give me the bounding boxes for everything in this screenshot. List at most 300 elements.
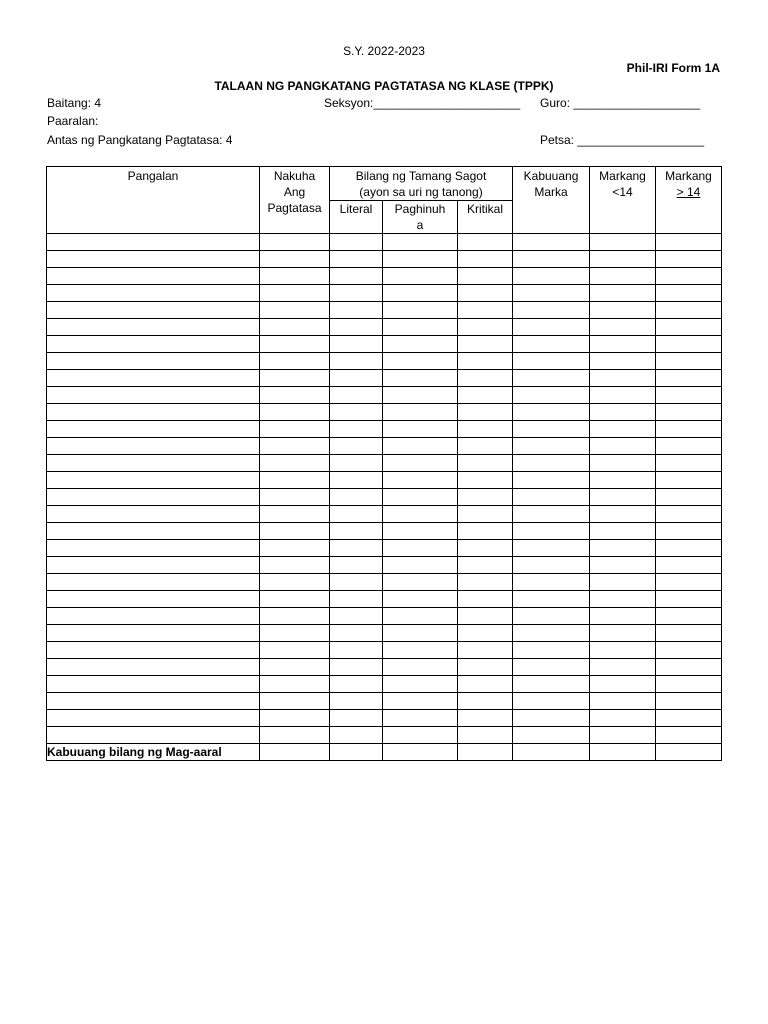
- table-cell[interactable]: [513, 268, 590, 285]
- table-cell[interactable]: [260, 251, 330, 268]
- table-cell[interactable]: [513, 472, 590, 489]
- table-cell[interactable]: [47, 472, 260, 489]
- table-cell[interactable]: [513, 234, 590, 251]
- table-cell[interactable]: [260, 642, 330, 659]
- table-cell[interactable]: [513, 608, 590, 625]
- table-cell[interactable]: [260, 353, 330, 370]
- table-cell[interactable]: [260, 234, 330, 251]
- table-cell[interactable]: [513, 489, 590, 506]
- table-cell[interactable]: [458, 234, 513, 251]
- table-row: [47, 370, 722, 387]
- subcol-header-paghinuha: [383, 201, 458, 234]
- table-cell[interactable]: [260, 557, 330, 574]
- table-row: [47, 540, 722, 557]
- table-cell[interactable]: [458, 353, 513, 370]
- table-cell[interactable]: [330, 642, 383, 659]
- table-row: [47, 710, 722, 727]
- table-cell[interactable]: [47, 353, 260, 370]
- col-header-nakuha-line: Pagtatasa: [267, 201, 322, 215]
- table-cell[interactable]: [656, 455, 722, 472]
- table-cell[interactable]: [383, 489, 458, 506]
- table-cell[interactable]: [383, 234, 458, 251]
- table-cell[interactable]: [330, 234, 383, 251]
- table-cell[interactable]: [590, 676, 656, 693]
- table-cell[interactable]: [260, 319, 330, 336]
- table-cell[interactable]: [260, 744, 330, 761]
- table-cell[interactable]: [656, 387, 722, 404]
- table-cell[interactable]: [47, 387, 260, 404]
- table-cell[interactable]: [513, 574, 590, 591]
- table-cell[interactable]: [330, 506, 383, 523]
- table-cell[interactable]: [260, 625, 330, 642]
- table-cell[interactable]: [47, 455, 260, 472]
- page-title: TALAAN NG PANGKATANG PAGTATASA NG KLASE (TPPK): [214, 79, 554, 93]
- table-cell[interactable]: [47, 404, 260, 421]
- table-cell[interactable]: [260, 455, 330, 472]
- table-cell[interactable]: [330, 251, 383, 268]
- table-cell[interactable]: [383, 608, 458, 625]
- table-cell[interactable]: [383, 625, 458, 642]
- table-cell[interactable]: [513, 302, 590, 319]
- table-cell[interactable]: [383, 319, 458, 336]
- subcol-header-kritikal: Kritikal: [458, 201, 513, 234]
- table-cell[interactable]: [656, 421, 722, 438]
- table-cell[interactable]: [656, 659, 722, 676]
- table-cell[interactable]: [47, 319, 260, 336]
- table-cell[interactable]: [330, 744, 383, 761]
- total-row: [47, 744, 722, 761]
- table-row: [47, 472, 722, 489]
- table-cell[interactable]: [458, 370, 513, 387]
- table-cell[interactable]: [513, 421, 590, 438]
- col-header-kabuuang-line: Kabuuang: [523, 169, 579, 183]
- table-cell[interactable]: [47, 234, 260, 251]
- table-cell[interactable]: [513, 404, 590, 421]
- table-cell[interactable]: [330, 574, 383, 591]
- table-row: [47, 557, 722, 574]
- table-cell[interactable]: [47, 642, 260, 659]
- table-cell[interactable]: [383, 404, 458, 421]
- table-cell[interactable]: [590, 523, 656, 540]
- table-cell[interactable]: [47, 268, 260, 285]
- table-cell[interactable]: [590, 302, 656, 319]
- table-cell[interactable]: [513, 676, 590, 693]
- table-cell[interactable]: [330, 591, 383, 608]
- table-cell[interactable]: [458, 676, 513, 693]
- table-cell[interactable]: [656, 285, 722, 302]
- table-cell[interactable]: [383, 438, 458, 455]
- table-row: [47, 438, 722, 455]
- col-header-bilang: [330, 167, 513, 201]
- table-cell[interactable]: [458, 710, 513, 727]
- table-cell[interactable]: [260, 574, 330, 591]
- table-cell[interactable]: [458, 693, 513, 710]
- table-cell[interactable]: [260, 438, 330, 455]
- table-cell[interactable]: [47, 608, 260, 625]
- table-cell[interactable]: [458, 336, 513, 353]
- table-cell[interactable]: [590, 472, 656, 489]
- table-cell[interactable]: [513, 693, 590, 710]
- table-cell[interactable]: [590, 336, 656, 353]
- table-cell[interactable]: [656, 302, 722, 319]
- table-cell[interactable]: [590, 608, 656, 625]
- table-cell[interactable]: [383, 387, 458, 404]
- table-cell[interactable]: [383, 251, 458, 268]
- table-cell[interactable]: [330, 693, 383, 710]
- table-cell[interactable]: [590, 659, 656, 676]
- table-cell[interactable]: [590, 540, 656, 557]
- table-cell[interactable]: [513, 336, 590, 353]
- table-cell[interactable]: [458, 591, 513, 608]
- table-cell[interactable]: [383, 676, 458, 693]
- table-body: [47, 234, 722, 761]
- table-cell[interactable]: [656, 353, 722, 370]
- table-cell[interactable]: [330, 336, 383, 353]
- table-cell[interactable]: [330, 727, 383, 744]
- table-cell[interactable]: [47, 336, 260, 353]
- table-row: [47, 421, 722, 438]
- table-cell[interactable]: [590, 489, 656, 506]
- table-cell[interactable]: [47, 251, 260, 268]
- table-cell[interactable]: [47, 285, 260, 302]
- table-cell[interactable]: [458, 489, 513, 506]
- table-cell[interactable]: [330, 455, 383, 472]
- table-cell[interactable]: [656, 625, 722, 642]
- table-cell[interactable]: [458, 302, 513, 319]
- table-cell[interactable]: [590, 744, 656, 761]
- table-cell[interactable]: [513, 591, 590, 608]
- table-cell[interactable]: [590, 387, 656, 404]
- table-cell[interactable]: [590, 285, 656, 302]
- table-cell[interactable]: [513, 319, 590, 336]
- subcol-header-paghinuha-line: Paghinuh: [394, 202, 446, 216]
- table-cell[interactable]: [513, 540, 590, 557]
- table-cell[interactable]: [330, 353, 383, 370]
- table-cell[interactable]: [47, 591, 260, 608]
- table-cell[interactable]: [47, 506, 260, 523]
- table-cell[interactable]: [513, 557, 590, 574]
- table-cell[interactable]: [260, 404, 330, 421]
- table-cell[interactable]: [590, 438, 656, 455]
- table-cell[interactable]: [513, 625, 590, 642]
- table-cell[interactable]: [513, 438, 590, 455]
- table-row: [47, 319, 722, 336]
- table-cell[interactable]: [590, 591, 656, 608]
- table-cell[interactable]: [47, 625, 260, 642]
- table-cell[interactable]: [383, 727, 458, 744]
- table-cell[interactable]: [260, 540, 330, 557]
- table-cell[interactable]: [656, 370, 722, 387]
- table-cell[interactable]: [656, 489, 722, 506]
- table-row: [47, 625, 722, 642]
- table-cell[interactable]: [656, 693, 722, 710]
- table-cell[interactable]: [656, 251, 722, 268]
- table-cell[interactable]: [458, 251, 513, 268]
- col-header-kabuuang: [513, 167, 590, 234]
- table-cell[interactable]: [260, 472, 330, 489]
- table-cell[interactable]: [330, 523, 383, 540]
- table-cell[interactable]: [260, 591, 330, 608]
- table-cell[interactable]: [47, 557, 260, 574]
- table-cell[interactable]: [513, 710, 590, 727]
- table-cell[interactable]: [260, 608, 330, 625]
- table-cell[interactable]: [383, 353, 458, 370]
- table-cell[interactable]: [383, 285, 458, 302]
- table-cell[interactable]: [330, 438, 383, 455]
- table-cell[interactable]: [260, 421, 330, 438]
- table-cell[interactable]: [458, 608, 513, 625]
- table-cell[interactable]: [47, 370, 260, 387]
- total-label: Kabuuang bilang ng Mag-aaral: [47, 744, 260, 761]
- table-cell[interactable]: [47, 438, 260, 455]
- table-cell[interactable]: [383, 302, 458, 319]
- table-cell[interactable]: [383, 268, 458, 285]
- table-cell[interactable]: [383, 540, 458, 557]
- table-cell[interactable]: [47, 727, 260, 744]
- col-header-bilang-line: Bilang ng Tamang Sagot: [355, 169, 487, 183]
- table-cell[interactable]: [47, 302, 260, 319]
- col-header-markang-ge-line: Markang: [665, 169, 712, 183]
- table-cell[interactable]: [47, 421, 260, 438]
- table-row: [47, 336, 722, 353]
- table-cell[interactable]: [513, 506, 590, 523]
- table-cell[interactable]: [458, 625, 513, 642]
- table-cell[interactable]: [458, 455, 513, 472]
- table-cell[interactable]: [656, 591, 722, 608]
- table-row: [47, 251, 722, 268]
- table-cell[interactable]: [458, 387, 513, 404]
- table-cell[interactable]: [260, 676, 330, 693]
- table-cell[interactable]: [383, 642, 458, 659]
- table-cell[interactable]: [383, 523, 458, 540]
- subcol-header-literal: Literal: [330, 201, 383, 234]
- table-cell[interactable]: [656, 438, 722, 455]
- table-cell[interactable]: [590, 353, 656, 370]
- table-cell[interactable]: [47, 523, 260, 540]
- table-cell[interactable]: [458, 574, 513, 591]
- table-cell[interactable]: [590, 557, 656, 574]
- table-cell[interactable]: [656, 676, 722, 693]
- table-cell[interactable]: [590, 642, 656, 659]
- school-year: S.Y. 2022-2023: [343, 44, 425, 58]
- table-cell[interactable]: [513, 727, 590, 744]
- table-cell[interactable]: [47, 540, 260, 557]
- table-cell[interactable]: [383, 506, 458, 523]
- table-cell[interactable]: [383, 659, 458, 676]
- table-cell[interactable]: [47, 659, 260, 676]
- table-cell[interactable]: [513, 285, 590, 302]
- table-cell[interactable]: [260, 302, 330, 319]
- table-cell[interactable]: [513, 387, 590, 404]
- table-cell[interactable]: [383, 710, 458, 727]
- table-cell[interactable]: [260, 727, 330, 744]
- table-cell[interactable]: [383, 421, 458, 438]
- table-cell[interactable]: [330, 557, 383, 574]
- table-cell[interactable]: [458, 472, 513, 489]
- table-cell[interactable]: [383, 472, 458, 489]
- table-row: [47, 285, 722, 302]
- table-cell[interactable]: [513, 659, 590, 676]
- table-cell[interactable]: [458, 319, 513, 336]
- table-cell[interactable]: [260, 268, 330, 285]
- seksyon-field: Seksyon:______________________: [324, 96, 521, 110]
- table-row: [47, 659, 722, 676]
- table-row: [47, 302, 722, 319]
- table-cell[interactable]: [656, 336, 722, 353]
- table-row: [47, 234, 722, 251]
- table-cell[interactable]: [513, 523, 590, 540]
- table-cell[interactable]: [656, 268, 722, 285]
- table-cell[interactable]: [260, 285, 330, 302]
- table-cell[interactable]: [47, 676, 260, 693]
- table-cell[interactable]: [513, 370, 590, 387]
- table-cell[interactable]: [656, 574, 722, 591]
- table-cell[interactable]: [260, 693, 330, 710]
- paaralan-field: Paaralan:: [47, 114, 99, 128]
- form-id: Phil-IRI Form 1A: [626, 61, 720, 75]
- table-cell[interactable]: [330, 608, 383, 625]
- table-cell[interactable]: [458, 268, 513, 285]
- table-cell[interactable]: [656, 642, 722, 659]
- table-cell[interactable]: [590, 574, 656, 591]
- table-cell[interactable]: [330, 319, 383, 336]
- table-cell[interactable]: [383, 574, 458, 591]
- table-cell[interactable]: [47, 489, 260, 506]
- col-header-kabuuang-line: Marka: [534, 185, 568, 199]
- table-cell[interactable]: [383, 693, 458, 710]
- table-cell[interactable]: [590, 727, 656, 744]
- table-row: [47, 353, 722, 370]
- table-cell[interactable]: [330, 370, 383, 387]
- table-cell[interactable]: [513, 251, 590, 268]
- table-row: [47, 523, 722, 540]
- table-cell[interactable]: [260, 336, 330, 353]
- table-cell[interactable]: [383, 370, 458, 387]
- table-cell[interactable]: [383, 455, 458, 472]
- table-row: [47, 608, 722, 625]
- table-cell[interactable]: [47, 574, 260, 591]
- table-cell[interactable]: [383, 336, 458, 353]
- table-cell[interactable]: [590, 251, 656, 268]
- table-cell[interactable]: [656, 727, 722, 744]
- table-cell[interactable]: [458, 285, 513, 302]
- table-cell[interactable]: [590, 319, 656, 336]
- table-cell[interactable]: [260, 710, 330, 727]
- table-cell[interactable]: [458, 523, 513, 540]
- table-cell[interactable]: [590, 506, 656, 523]
- table-row: [47, 268, 722, 285]
- table-cell[interactable]: [590, 234, 656, 251]
- table-cell[interactable]: [656, 404, 722, 421]
- table-cell[interactable]: [330, 302, 383, 319]
- table-cell[interactable]: [330, 659, 383, 676]
- table-cell[interactable]: [330, 268, 383, 285]
- table-cell[interactable]: [590, 710, 656, 727]
- table-row: [47, 727, 722, 744]
- table-cell[interactable]: [590, 268, 656, 285]
- table-cell[interactable]: [383, 591, 458, 608]
- table-cell[interactable]: [330, 710, 383, 727]
- col-header-nakuha-line: Nakuha: [273, 169, 316, 183]
- table-cell[interactable]: [458, 642, 513, 659]
- table-cell[interactable]: [458, 438, 513, 455]
- table-cell[interactable]: [330, 387, 383, 404]
- table-cell[interactable]: [656, 523, 722, 540]
- table-cell[interactable]: [260, 370, 330, 387]
- table-cell[interactable]: [458, 404, 513, 421]
- table-cell[interactable]: [656, 472, 722, 489]
- table-cell[interactable]: [590, 625, 656, 642]
- table-cell[interactable]: [656, 557, 722, 574]
- table-cell[interactable]: [656, 744, 722, 761]
- table-cell[interactable]: [513, 744, 590, 761]
- table-cell[interactable]: [47, 693, 260, 710]
- table-cell[interactable]: [656, 710, 722, 727]
- col-header-markang-lt-line: Markang: [599, 169, 646, 183]
- table-cell[interactable]: [458, 540, 513, 557]
- antas-field: Antas ng Pangkatang Pagtatasa: 4: [47, 133, 233, 147]
- col-header-markang-lt: [590, 167, 656, 234]
- table-cell[interactable]: [458, 421, 513, 438]
- table-cell[interactable]: [260, 489, 330, 506]
- table-row: [47, 489, 722, 506]
- table-row: [47, 676, 722, 693]
- table-cell[interactable]: [458, 744, 513, 761]
- table-cell[interactable]: [260, 523, 330, 540]
- table-cell[interactable]: [383, 744, 458, 761]
- table-cell[interactable]: [590, 455, 656, 472]
- table-cell[interactable]: [656, 234, 722, 251]
- table-cell[interactable]: [330, 421, 383, 438]
- table-cell[interactable]: [330, 676, 383, 693]
- table-cell[interactable]: [590, 370, 656, 387]
- table-cell[interactable]: [330, 489, 383, 506]
- col-header-markang-ge-line: > 14: [676, 185, 701, 199]
- table-cell[interactable]: [513, 642, 590, 659]
- table-row: [47, 387, 722, 404]
- table-cell[interactable]: [47, 710, 260, 727]
- table-row: [47, 642, 722, 659]
- table-cell[interactable]: [383, 557, 458, 574]
- table-cell[interactable]: [330, 404, 383, 421]
- petsa-field: Petsa: ___________________: [540, 133, 705, 147]
- table-cell[interactable]: [656, 608, 722, 625]
- table-cell[interactable]: [656, 540, 722, 557]
- table-cell[interactable]: [513, 455, 590, 472]
- table-cell[interactable]: [330, 540, 383, 557]
- table-cell[interactable]: [260, 387, 330, 404]
- table-cell[interactable]: [656, 319, 722, 336]
- table-cell[interactable]: [458, 659, 513, 676]
- table-cell[interactable]: [590, 421, 656, 438]
- table-row: [47, 591, 722, 608]
- col-header-nakuha-line: Ang: [283, 185, 306, 199]
- table-row: [47, 455, 722, 472]
- table-cell[interactable]: [330, 625, 383, 642]
- table-cell[interactable]: [513, 353, 590, 370]
- table-cell[interactable]: [330, 472, 383, 489]
- table-cell[interactable]: [656, 506, 722, 523]
- table-cell[interactable]: [330, 285, 383, 302]
- table-cell[interactable]: [590, 404, 656, 421]
- table-cell[interactable]: [260, 659, 330, 676]
- table-cell[interactable]: [458, 557, 513, 574]
- table-cell[interactable]: [458, 727, 513, 744]
- baitang-field: Baitang: 4: [47, 96, 102, 110]
- table-cell[interactable]: [590, 693, 656, 710]
- table-cell[interactable]: [458, 506, 513, 523]
- table-cell[interactable]: [260, 506, 330, 523]
